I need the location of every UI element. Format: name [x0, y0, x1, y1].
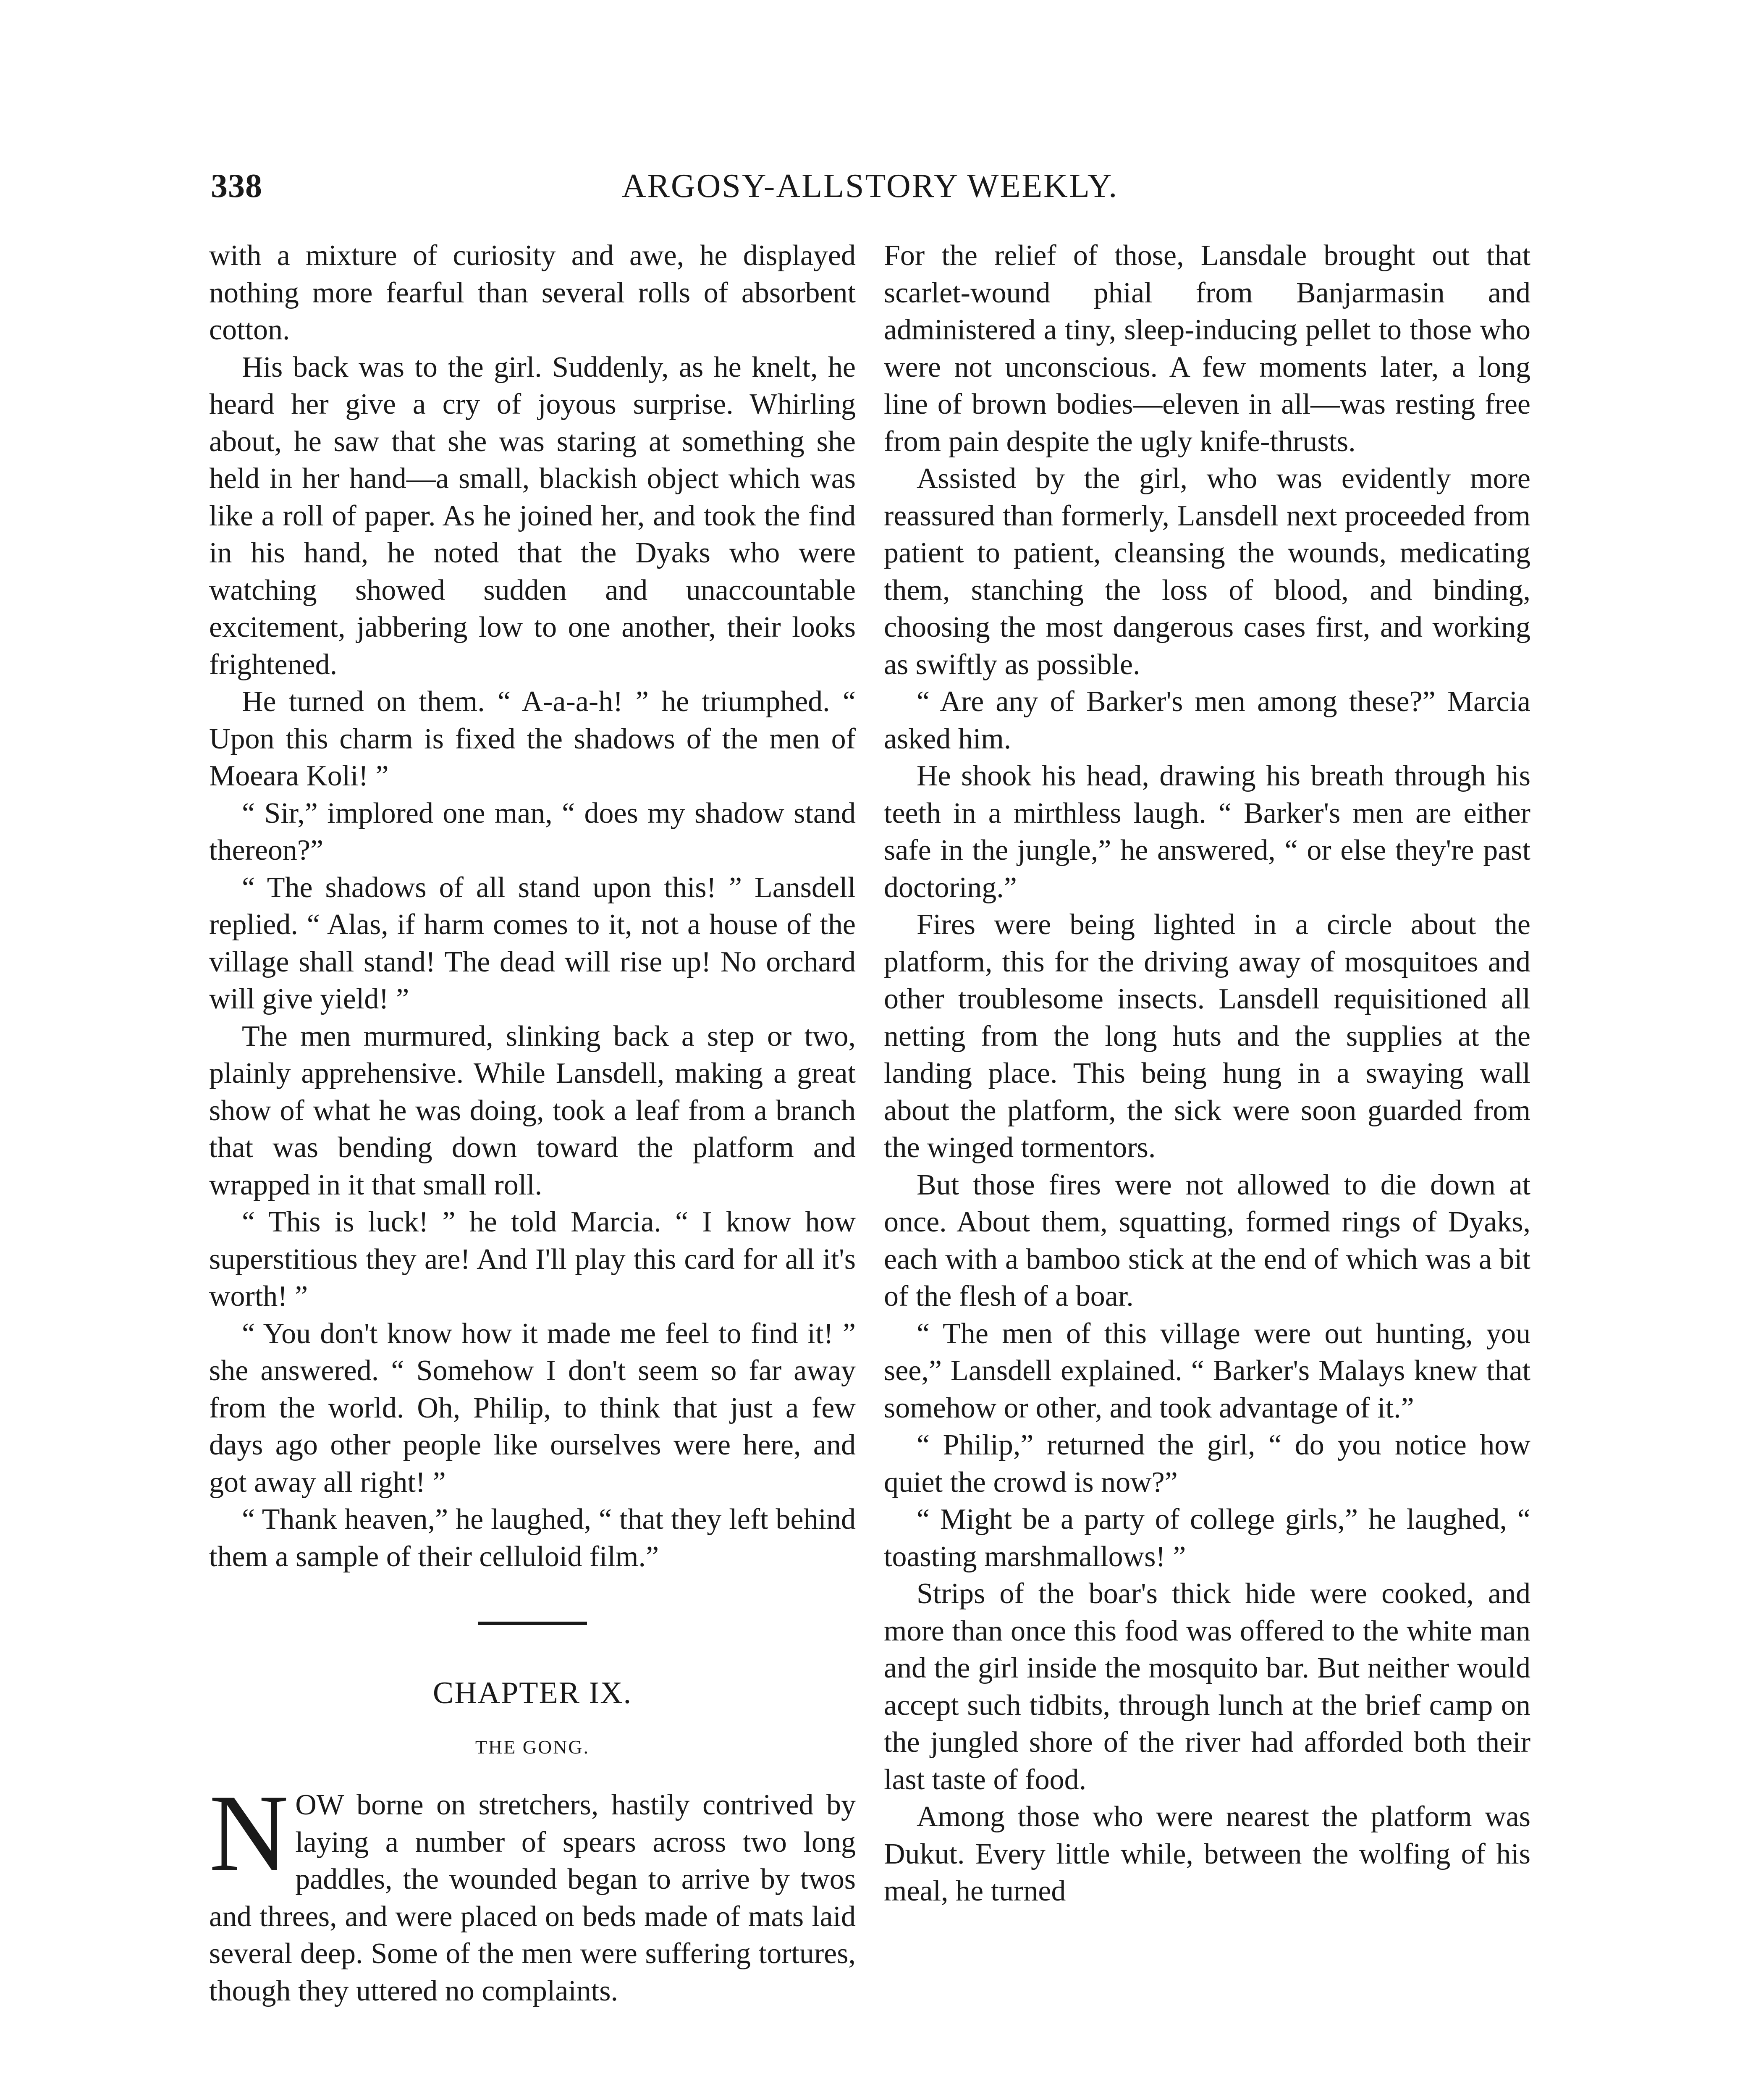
paragraph: But those fires were not allowed to die down at once. About them, squatting, formed rings of Dyaks, each with a bamboo stick at the end of which was a bit of the flesh of a boar. [884, 1168, 1530, 1312]
right-column [884, 237, 1530, 1910]
section-divider [478, 1622, 587, 1625]
paragraph: “ The shadows of all stand upon this! ” Lansdell replied. “ Alas, if harm comes to it, not a house of the village shall stand! The dead will rise up! No orchard will give yield! ” [209, 871, 856, 1015]
paragraph: “ Philip,” returned the girl, “ do you notice how quiet the crowd is now?” [884, 1429, 1530, 1499]
page-number: 338 [211, 168, 262, 205]
paragraph: “ Thank heaven,” he laughed, “ that they left behind them a sample of their celluloid film.” [209, 1503, 856, 1573]
paragraph: Assisted by the girl, who was evidently more reassured than formerly, Lansdell next proceeded from patient to patient, cleansing the wounds, medicating them, stanching the loss of blood, and binding, choosing the most dangerous cases first, and working as swiftly as possible. [884, 462, 1530, 681]
paragraph: His back was to the girl. Suddenly, as he knelt, he heard her give a cry of joyous surprise. Whirling about, he saw that she was staring at something she held in her hand—a small, blackish object which was like a roll of paper. As he joined her, and took the find in his hand, he noted that the Dyaks who were watching showed sudden and unaccountable excitement, jabbering low to one another, their looks frightened. [209, 351, 856, 681]
chapter-title: CHAPTER IX. [432, 1676, 632, 1710]
paragraph: He turned on them. “ A-a-a-h! ” he triumphed. “ Upon this charm is fixed the shadows of the men of Moeara Koli! ” [209, 685, 856, 792]
paragraph: “ The men of this village were out hunting, you see,” Lansdell explained. “ Barker's Malays knew that somehow or other, and took advantage of it.” [884, 1317, 1530, 1424]
paragraph: “ This is luck! ” he told Marcia. “ I know how superstitious they are! And I'll play this card for all it's worth! ” [209, 1206, 856, 1312]
paragraph: Fires were being lighted in a circle about the platform, this for the driving away of mosquitoes and other troublesome insects. Lansdell requisitioned all netting from the long huts and the supplies at the landing place. This being hung in a swaying wall about the platform, the sick were soon guarded from the winged tormentors. [884, 908, 1530, 1164]
paragraph: He shook his head, drawing his breath through his teeth in a mirthless laugh. “ Barker's men are either safe in the jungle,” he answered, “ or else they're past doctoring.” [884, 760, 1530, 904]
paragraph: Strips of the boar's thick hide were cooked, and more than once this food was offered to the white man and the girl inside the mosquito bar. But neither would accept such tidbits, through lunch at the brief camp on the jungled shore of the river had afforded both their last taste of food. [884, 1578, 1530, 1796]
left-column [209, 237, 856, 2010]
paragraph: “ Sir,” implored one man, “ does my shadow stand thereon?” [209, 797, 856, 866]
paragraph: The men murmured, slinking back a step or two, plainly apprehensive. While Lansdell, making a great show of what he was doing, took a leaf from a branch that was bending down toward the platform and wrapped in it that small roll. [209, 1020, 856, 1201]
paragraph: “ You don't know how it made me feel to find it! ” she answered. “ Somehow I don't seem so far away from the world. Oh, Philip, to think that just a few days ago other people like ourselves were here, and got away all right! ” [209, 1317, 856, 1499]
chapter-opening-paragraph [209, 1772, 856, 2010]
paragraph: For the relief of those, Lansdale brought out that scarlet-wound phial from Banjarmasin and administered a tiny, sleep-inducing pellet to those who were not unconscious. A few moments later, a long line of brown bodies—eleven in all—was resting free from pain despite the ugly knife-thrusts. [884, 239, 1530, 458]
chapter-subtitle: THE GONG. [475, 1736, 590, 1758]
paragraph: “ Might be a party of college girls,” he laughed, “ toasting marshmallows! ” [884, 1503, 1530, 1573]
drop-cap: N [209, 1772, 289, 1894]
paragraph: with a mixture of curiosity and awe, he displayed nothing more fearful than several rolls of absorbent cotton. [209, 239, 856, 346]
chapter-opening-text: OW borne on stretchers, hastily contrived by laying a number of spears across two long paddles, the wounded began to arrive by twos and threes, and were placed on beds made of mats laid several deep. Some of the men were suffering tortures, though they uttered no complaints. [209, 1789, 856, 2007]
running-head: ARGOSY-ALLSTORY WEEKLY. [621, 168, 1119, 205]
paragraph: Among those who were nearest the platform was Dukut. Every little while, between the wolfing of his meal, he turned [884, 1801, 1530, 1907]
paragraph: “ Are any of Barker's men among these?” Marcia asked him. [884, 685, 1530, 755]
